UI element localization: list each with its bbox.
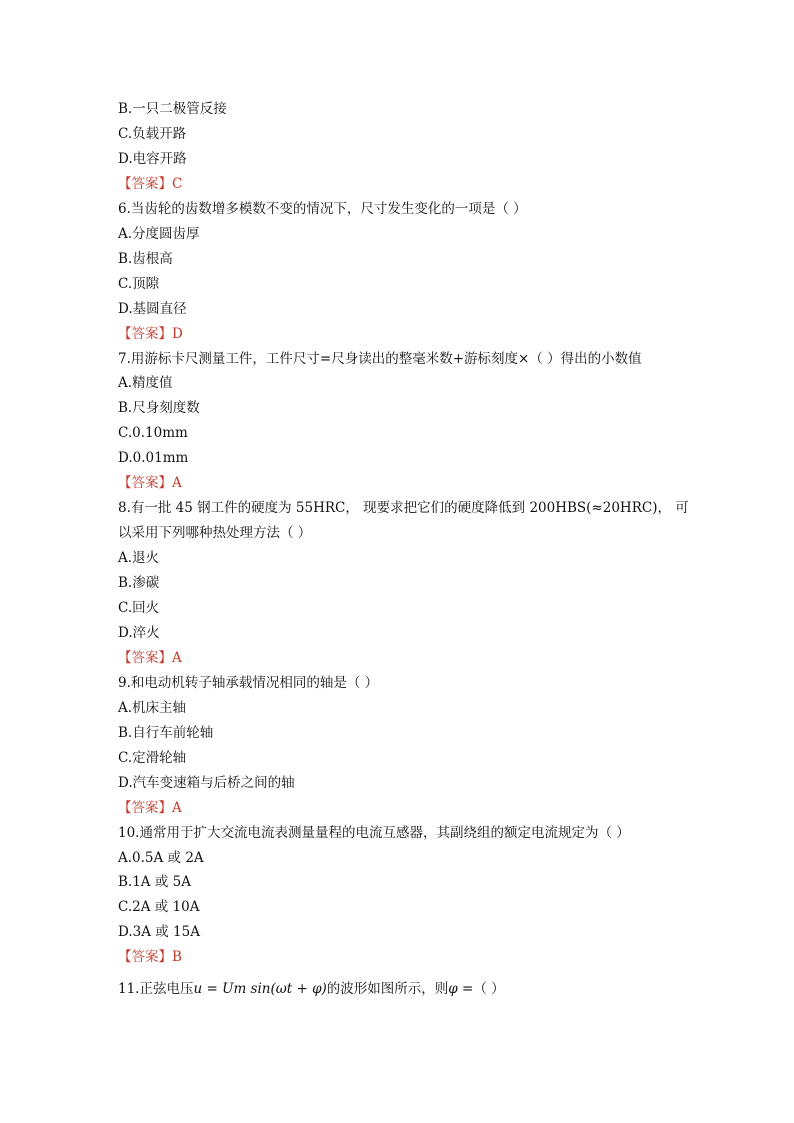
- question-text: 9.和电动机转子轴承载情况相同的轴是（ ）: [118, 674, 379, 691]
- answer-line: 【答案】B: [118, 949, 182, 966]
- question-11-prefix: 11.正弦电压: [118, 981, 194, 997]
- option-line: D.电容开路: [118, 150, 187, 167]
- option-line: C.负载开路: [118, 125, 187, 142]
- option-line: B.齿根高: [118, 250, 173, 267]
- question-11: [118, 980, 505, 998]
- option-line: A.0.5A 或 2A: [118, 849, 204, 866]
- question-11-suffix: （ ）: [473, 981, 505, 997]
- answer-line: 【答案】D: [118, 325, 183, 342]
- answer-line: 【答案】A: [118, 649, 182, 666]
- option-line: D.3A 或 15A: [118, 924, 200, 941]
- option-line: A.分度圆齿厚: [118, 225, 200, 242]
- option-line: D.淬火: [118, 624, 160, 641]
- question-text: 6.当齿轮的齿数增多模数不变的情况下，尺寸发生变化的一项是（ ）: [118, 200, 527, 217]
- question-11-middle: 的波形如图所示，则: [326, 981, 449, 997]
- option-line: B.1A 或 5A: [118, 874, 191, 891]
- option-line: B.尺身刻度数: [118, 400, 200, 417]
- question-text: 7.用游标卡尺测量工件，工件尺寸=尺身读出的整毫米数+游标刻度×（ ）得出的小数值: [118, 350, 642, 367]
- answer-line: 【答案】A: [118, 799, 182, 816]
- option-line: D.基圆直径: [118, 300, 187, 317]
- option-line: C.顶隙: [118, 275, 160, 292]
- option-line: C.回火: [118, 600, 160, 616]
- option-line: D.汽车变速箱与后桥之间的轴: [118, 774, 295, 791]
- answer-line: 【答案】A: [118, 475, 182, 492]
- option-line: B.一只二极管反接: [118, 101, 227, 117]
- question-text: 10.通常用于扩大交流电流表测量量程的电流互感器，其副绕组的额定电流规定为（ ）: [118, 824, 630, 841]
- voltage-formula: u = Um sin(ωt + φ): [193, 981, 327, 997]
- answer-line: 【答案】C: [118, 175, 183, 192]
- question-text: 以采用下列哪种热处理方法（ ）: [118, 525, 312, 542]
- question-text: 8.有一批 45 钢工件的硬度为 55HRC， 现要求把它们的硬度降低到 200HBS(≈20HRC)， 可: [118, 500, 689, 517]
- option-line: A.退火: [118, 550, 160, 567]
- option-line: B.自行车前轮轴: [118, 724, 214, 741]
- option-line: A.精度值: [118, 375, 173, 392]
- option-line: C.2A 或 10A: [118, 899, 200, 916]
- phi-symbol: φ =: [448, 981, 474, 997]
- option-line: B.渗碳: [118, 575, 160, 592]
- option-line: C.定滑轮轴: [118, 749, 187, 766]
- option-line: C.0.10mm: [118, 425, 188, 442]
- option-line: A.机床主轴: [118, 699, 187, 716]
- option-line: D.0.01mm: [118, 450, 189, 467]
